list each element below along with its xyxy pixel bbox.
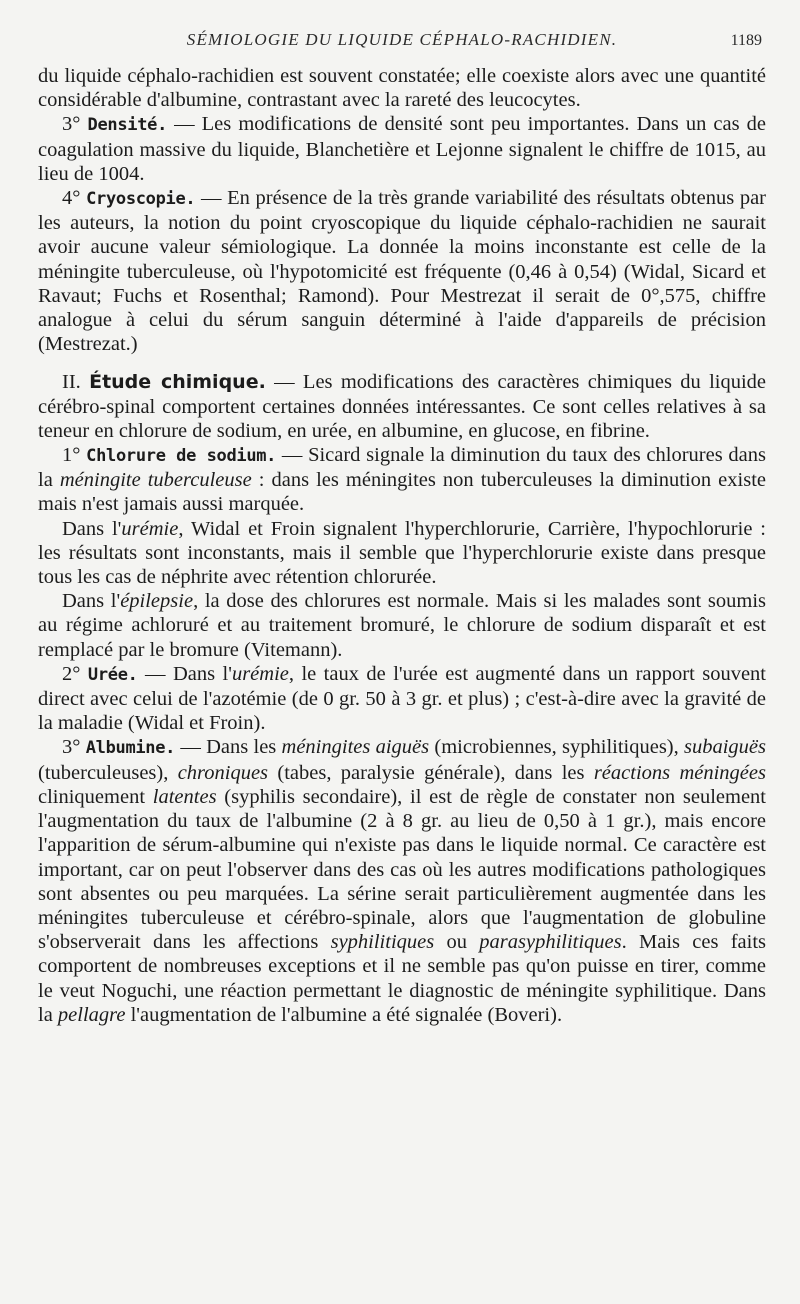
paragraph-text: — Les modifications de densité sont peu importantes. Dans un cas de coagulation massive du liquide, Blanchetière et Lejonne signalent le chiffre de 1015, au lieu de 1004. [38, 113, 766, 185]
paragraph-epilepsie [38, 589, 766, 662]
paragraph-text: — Les modifications des caractères chimiques du liquide cérébro-spinal comportent certaines données intéressantes. Ce sont celles relatives à sa teneur en chlorure de sodium, en urée, en albumine, en glucose, en fibrine. [38, 371, 766, 442]
emphasis-text: pellagre [57, 1003, 126, 1026]
paragraph-text: — Dans l' [137, 662, 232, 685]
section-number: 1° [62, 444, 81, 467]
paragraph-text: , Widal et Froin signalent l'hyperchlorurie, Carrière, l'hypochlorurie : les résultats sont inconstants, mais il semble que l'hyperchlorurie existe dans presque tous les cas de néphrite avec rétention chlorurée. [38, 517, 766, 589]
paragraph-text: : dans les méningites non tuberculeuses la diminution existe mais n'est jamais aussi marquée. [38, 469, 766, 516]
paragraph-text: (syphilis secondaire), il est de règle de constater non seulement l'augmentation du taux de l'albumine (2 à 8 gr. au lieu de 0,50 à 1 gr.), mais encore l'apparition de sérum-albumine qui n'existe pas dans le liquide normal. Ce caractère est important, car on peut l'observer dans des cas où les autres modifications pathologiques sont absentes ou peu marquées. La sérine serait particulièrement augmentée dans les méningites tuberculeuse et cérébro-spinale, alors que l'augmentation de globuline s'observerait dans les affections [38, 785, 766, 954]
paragraph-albumine [38, 735, 766, 1026]
emphasis-text: syphilitiques [330, 931, 435, 954]
paragraph-text: du liquide céphalo-rachidien est souvent constatée; elle coexiste alors avec une quantité considérable d'albumine, contrastant avec la rareté des leucocytes. [38, 65, 766, 112]
paragraph-text: l'augmentation de l'albumine a été signalée (Boveri). [125, 1003, 563, 1026]
paragraph-text: — Dans les [175, 736, 282, 759]
paragraph-cryoscopie [38, 186, 766, 356]
paragraph-text: ou [434, 931, 480, 954]
heading-cryoscopie: Cryoscopie. [86, 189, 196, 210]
paragraph-leucocytes [38, 64, 766, 112]
paragraph-text: . Mais ces faits comportent de nombreuses exceptions et il ne semble pas qu'on puisse en tirer, comme le veut Noguchi, une réaction permettant le diagnostic de méningite syphilitique. Dans la [38, 931, 767, 1026]
heading-densite: Densité. [87, 115, 168, 136]
paragraph-densite [38, 112, 766, 186]
emphasis-text: chroniques [177, 761, 269, 784]
heading-etude-chimique: Étude chimique. [89, 371, 266, 394]
paragraph-uree [38, 662, 766, 736]
emphasis-text: méningite tuberculeuse [59, 469, 252, 492]
emphasis-text: latentes [152, 785, 217, 808]
running-title: SÉMIOLOGIE DU LIQUIDE CÉPHALO-RACHIDIEN. [186, 30, 618, 49]
emphasis-text: épilepsie [120, 590, 194, 613]
heading-albumine: Albumine. [85, 738, 176, 759]
section-number: 3° [62, 113, 81, 136]
heading-chlorure: Chlorure de sodium. [86, 446, 277, 467]
section-number: 3° [62, 736, 81, 759]
emphasis-text: urémie [121, 517, 179, 540]
paragraph-text: — Sicard signale la diminution du taux des chlorures dans la [38, 444, 766, 492]
emphasis-text: urémie [231, 662, 289, 685]
emphasis-text: parasyphilitiques [479, 931, 622, 954]
heading-uree: Urée. [87, 664, 138, 685]
paragraph-text: (tuberculeuses), [38, 761, 178, 784]
section-number: 2° [62, 662, 81, 685]
paragraph-text: Dans l' [62, 590, 121, 613]
paragraph-etude-chimique [38, 370, 766, 443]
emphasis-text: réactions méningées [593, 761, 766, 784]
paragraph-text: — En présence de la très grande variabilité des résultats obtenus par les auteurs, la notion du point cryoscopique du liquide céphalo-rachidien ne saurait avoir aucune valeur sémiologique. La donnée la moins inconstante est celle de la méningite tuberculeuse, où l'hypotomicité est fréquente (0,46 à 0,54) (Widal, Sicard et Ravaut; Fuchs et Rosenthal; Ramond). Pour Mestrezat il serait de 0°,575, chiffre analogue à celui du sérum sanguin déterminé à l'aide d'appareils de précision (Mestrezat.) [38, 187, 766, 356]
section-number: 4° [62, 187, 81, 210]
page-body [38, 64, 766, 1027]
page-header [38, 26, 766, 54]
paragraph-text: (microbiennes, syphilitiques), [429, 736, 684, 759]
paragraph-text: (tabes, paralysie générale), dans les [268, 761, 594, 784]
paragraph-text: cliniquement [38, 785, 153, 808]
page-number: 1189 [730, 32, 762, 49]
paragraph-text: Dans l' [62, 517, 122, 540]
section-number: II. [62, 371, 81, 394]
emphasis-text: méningites aiguës [281, 736, 430, 759]
emphasis-text: subaiguës [684, 736, 766, 759]
paragraph-text: , la dose des chlorures est normale. Mais si les malades sont soumis au régime achloruré et au traitement bromuré, le chlorure de sodium disparaît et est remplacé par le bromure (Vitemann). [38, 590, 766, 661]
paragraph-uremie [38, 517, 766, 590]
paragraph-chlorure [38, 443, 766, 517]
paragraph-text: , le taux de l'urée est augmenté dans un rapport souvent direct avec celui de l'azotémie (de 0 gr. 50 à 3 gr. et plus) ; c'est-à-dire avec la gravité de la maladie (Widal et Froin). [38, 662, 767, 735]
